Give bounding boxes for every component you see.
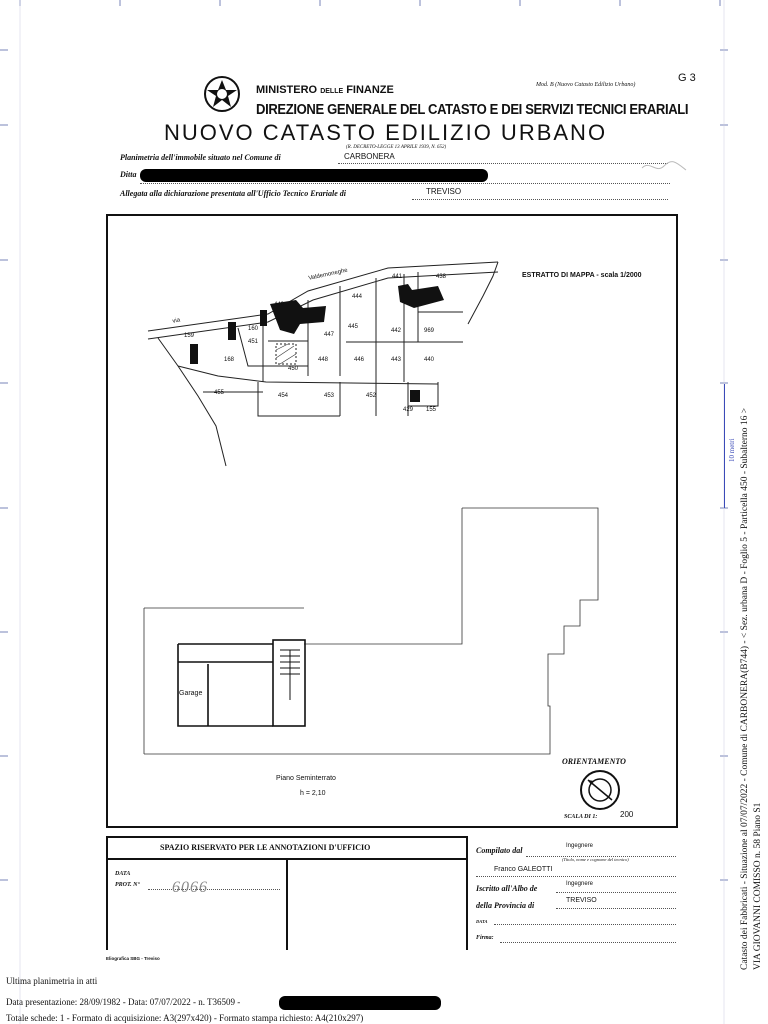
page-title: NUOVO CATASTO EDILIZIO URBANO [164,120,608,145]
emblem-icon [203,74,241,114]
ditta-label: Ditta [120,170,137,179]
parcel-438: 438 [436,274,447,280]
height-label: h = 2,10 [300,790,326,797]
parcel-160: 160 [248,326,259,332]
compilato-title: Ingegnere [566,843,594,849]
scala-value: 200 [620,810,634,819]
bottom-line-2: Data presentazione: 28/09/1982 - Data: 07/07/2022 - n. T36509 - [6,997,241,1007]
parcel-454: 454 [278,393,289,399]
direction-title: DIREZIONE GENERALE DEL CATASTO E DEI SERVIZI TECNICI ERARIALI [256,102,689,118]
iscritto-label: Iscritto all'Albo de [476,884,538,893]
planimetria-label: Planimetria dell'immobile situato nel Comune di [120,153,281,162]
bottom-line-3: Totale schede: 1 - Formato di acquisizione: A3(297x420) - Formato stampa richiesto: A4(210x297) [6,1013,364,1023]
parcel-446: 446 [354,357,365,363]
compilato-name: Franco GALEOTTI [494,866,553,873]
bottom-line-1: Ultima planimetria in atti [6,976,98,986]
mod-label: Mod. B (Nuovo Catasto Edilizio Urbano) [536,82,636,88]
parcel-441: 441 [392,274,403,280]
parcel-449: 449 [274,302,285,308]
ministry-label: MINISTERO [256,84,318,96]
firma-label: Firma: [476,935,494,941]
side-line-1: Catasto dei Fabbricati - Situazione al 07/07/2022 - Comune di CARBONERA(B744) - < Sez. urbana D - Foglio 5 - Particella 450 - Subalterno 16 > [740,407,750,970]
ditta-redaction [140,169,488,182]
orientamento-label: ORIENTAMENTO [562,757,626,766]
scala-label: SCALA DI 1: [564,814,598,820]
parcel-445: 445 [348,324,359,330]
reserved-title: SPAZIO RISERVATO PER LE ANNOTAZIONI D'UFFICIO [160,843,371,852]
estratto-label: ESTRATTO DI MAPPA - scala 1/2000 [522,272,642,279]
compass-icon [578,768,622,812]
map-via-label: via [172,317,181,325]
data-label: DATA [115,871,131,877]
parcel-453: 453 [324,393,335,399]
parcel-429: 429 [403,407,414,413]
decree-label: (R. DECRETO-LEGGE 13 APRILE 1939, N. 652) [346,145,447,150]
page-code: G 3 [678,72,696,84]
iscritto-value: Ingegnere [566,881,594,887]
parcel-452: 452 [366,393,377,399]
parcel-443: 443 [391,357,402,363]
parcel-450: 450 [288,366,299,372]
floor-plan [108,490,676,760]
ufficio-value: TREVISO [426,187,462,196]
garage-label: Garage [179,690,203,697]
parcel-448: 448 [318,357,329,363]
ruler-label: 10 metri [728,438,736,462]
ministry-small: DELLE [320,88,344,95]
parcel-447: 447 [324,332,335,338]
parcel-168: 168 [224,357,235,363]
allegata-label: Allegata alla dichiarazione presentata all'Ufficio Tecnico Erariale di [120,189,346,198]
parcel-444: 444 [352,294,363,300]
parcel-440: 440 [424,357,435,363]
parcel-451: 451 [248,339,259,345]
parcel-455: 455 [214,390,225,396]
map-street-label: Valdemoneghe [308,267,349,282]
provincia-value: TREVISO [566,897,597,904]
prot-label: PROT. N° [115,882,140,888]
map-extract [108,216,676,476]
side-line-2: VIA GIOVANNI COMISSO n. 58 Piano S1 [753,802,763,970]
compilato-hint: (Titolo, nome e cognome del tecnico) [562,857,629,862]
printer-label: Eliografica SBG - Treviso [106,956,160,961]
parcel-969: 969 [424,328,435,334]
floor-label: Piano Seminterrato [276,775,336,782]
compilato-label: Compilato dal [476,846,523,855]
prot-value: 6066 [172,879,208,896]
handwriting-mark [640,158,690,176]
ministry-end: FINANZE [346,84,394,96]
parcel-442: 442 [391,328,402,334]
data-small-label: DATA [476,919,488,924]
parcel-159: 159 [184,333,195,339]
parcel-155: 155 [426,407,437,413]
comune-value: CARBONERA [344,152,395,161]
provincia-label: della Provincia di [476,901,535,910]
bottom-redaction [279,996,441,1010]
